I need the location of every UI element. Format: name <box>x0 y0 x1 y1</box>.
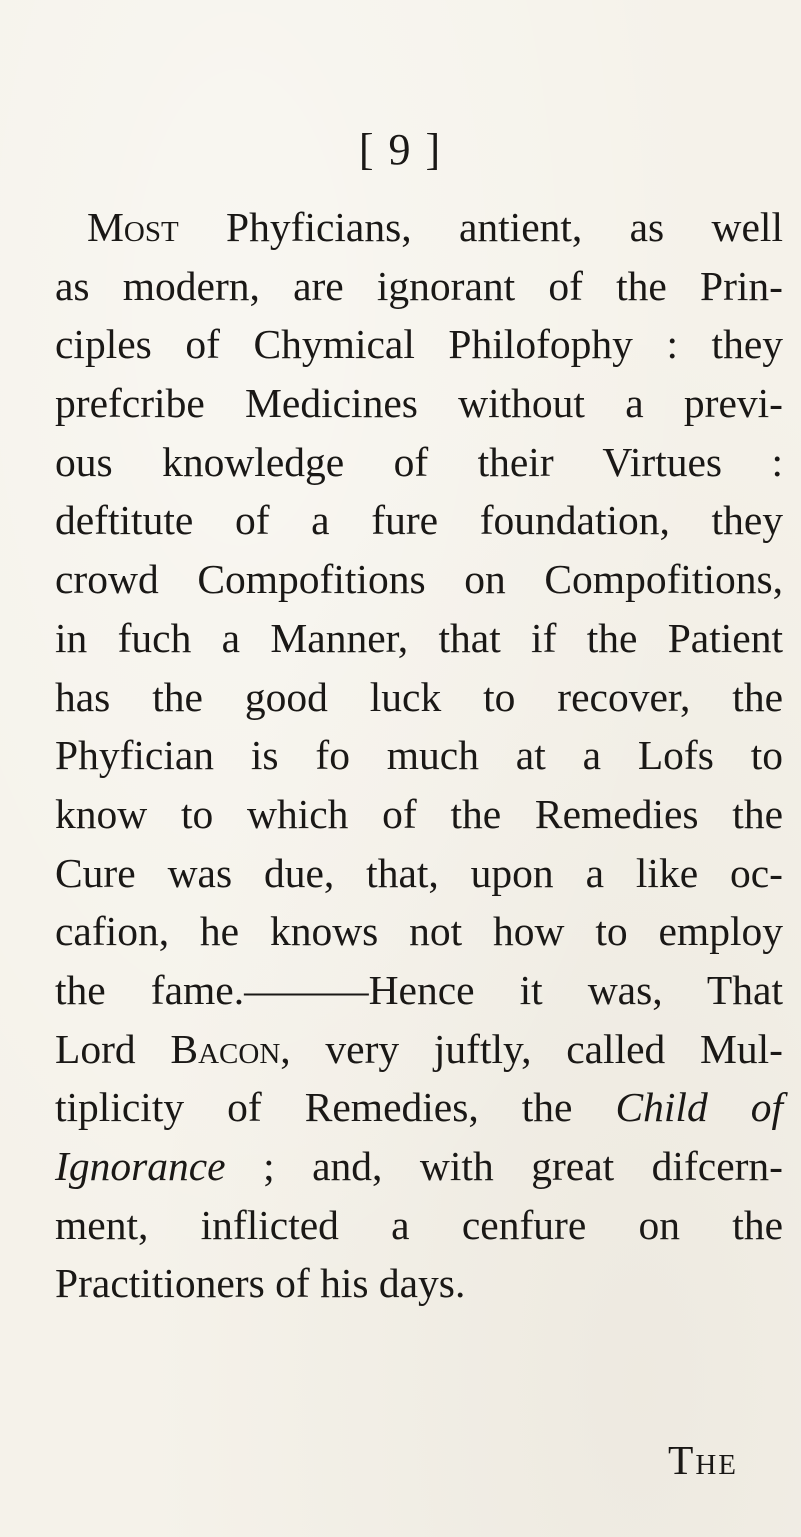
catchword: The <box>667 1437 738 1483</box>
text-line: ous knowledge of their Virtues : <box>55 438 783 485</box>
text-line: know to which of the Remedies the <box>55 790 783 837</box>
text-line: has the good luck to recover, the <box>55 673 783 720</box>
text-line: the fame.———Hence it was, That <box>55 966 783 1013</box>
text-line: as modern, are ignorant of the Prin- <box>55 262 783 309</box>
body-text <box>55 198 783 1313</box>
text-line: Practitioners of his days. <box>55 1260 466 1307</box>
text-line: in fuch a Manner, that if the Patient <box>55 614 783 661</box>
text-line: Most Phyficians, antient, as well <box>87 204 783 250</box>
text-line: Ignorance ; and, with great difcern- <box>55 1143 783 1189</box>
text-line: deftitute of a fure foundation, they <box>55 497 783 544</box>
text-line: crowd Compofitions on Compofitions, <box>55 556 783 603</box>
text-line: tiplicity of Remedies, the Child of <box>55 1084 783 1131</box>
text-line: ciples of Chymical Philofophy : they <box>55 321 783 368</box>
text-line: ment, inflicted a cenfure on the <box>55 1201 783 1248</box>
page-number: [ 9 ] <box>358 125 443 174</box>
text-line: Lord Bacon, very juftly, called Mul- <box>55 1025 784 1072</box>
text-line: Cure was due, that, upon a like oc- <box>55 849 783 896</box>
text-line: cafion, he knows not how to employ <box>55 908 783 955</box>
text-line: Phyfician is fo much at a Lofs to <box>55 732 783 779</box>
text-line: prefcribe Medicines without a previ- <box>55 380 783 427</box>
